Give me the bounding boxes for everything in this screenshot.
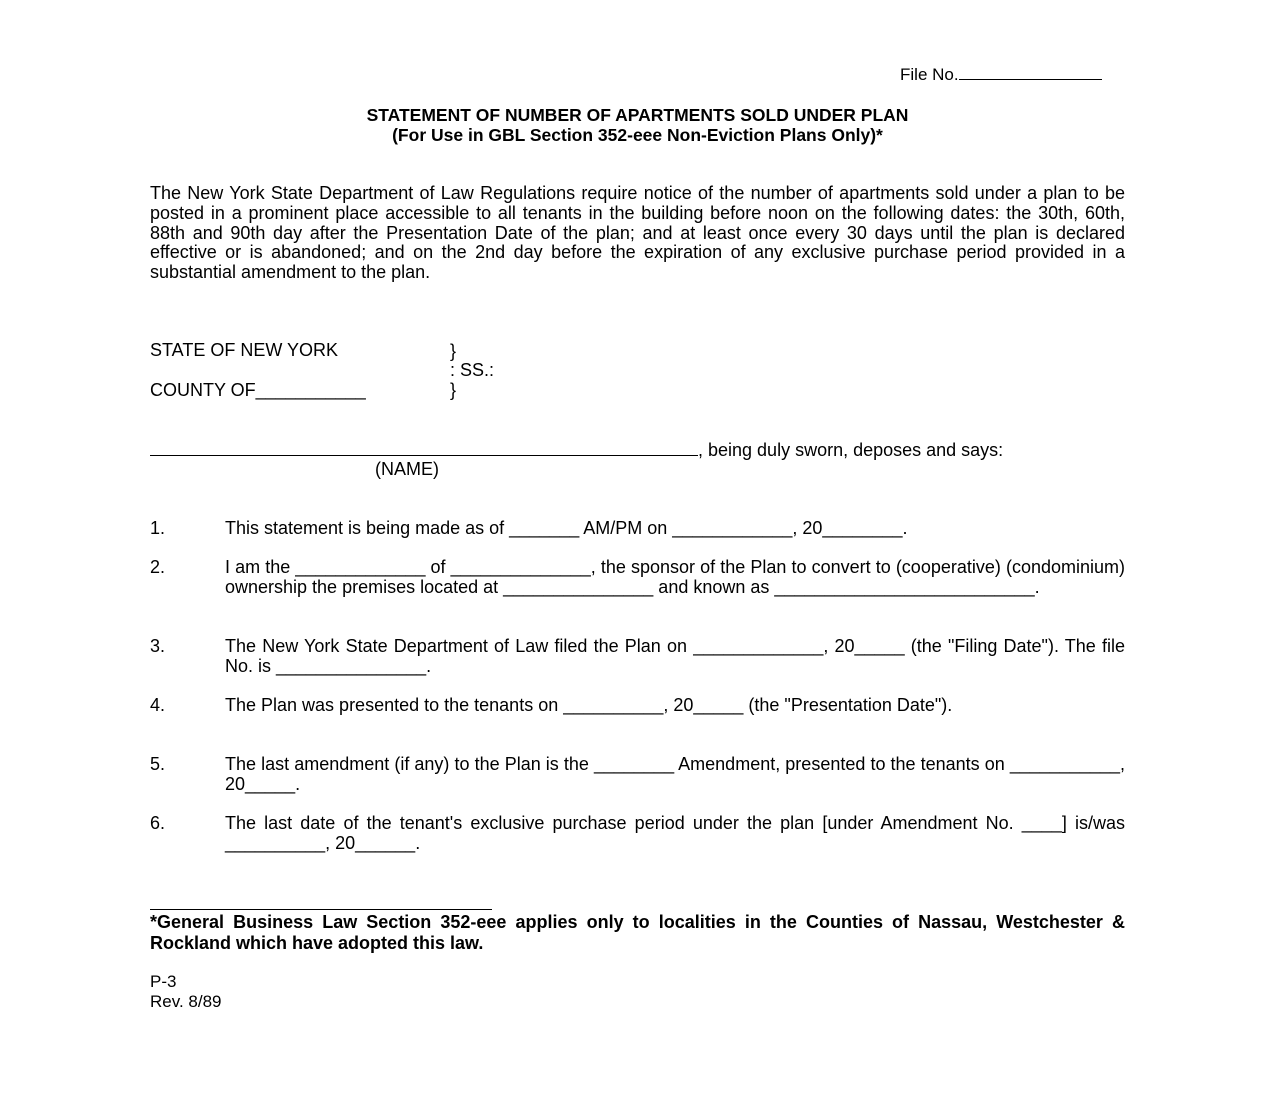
venue-state: STATE OF NEW YORK xyxy=(150,340,339,360)
item-number: 5. xyxy=(150,754,166,774)
intro-paragraph: The New York State Department of Law Regulations require notice of the number of apartments sold under a plan to be posted in a prominent place accessible to all tenants in the building before noon on the following dates: the 30th, 60th, 88th and 90th day after the Presentation Date of the plan; and at least once every 30 days until the plan is declared effective or is abandoned; and on the 2nd day before the expiration of any exclusive purchase period provided in a substantial amendment to the plan. xyxy=(150,183,1125,283)
item-number: 2. xyxy=(150,557,166,577)
item-text[interactable]: The New York State Department of Law filed the Plan on _____________, 20_____ (the "Filing Date"). The file No. is _______________. xyxy=(225,636,1125,676)
item-text[interactable]: I am the _____________ of ______________, the sponsor of the Plan to convert to (cooperative) (condominium) ownership the premises located at _______________ and known as __________________________. xyxy=(225,557,1125,597)
file-number-field xyxy=(900,64,1102,85)
footnote: *General Business Law Section 352-eee applies only to localities in the Counties of Nassau, Westchester & Rockland which have adopted this law. xyxy=(150,912,1125,953)
list-item xyxy=(150,558,1125,597)
venue-brace-top: } xyxy=(450,341,457,361)
item-number: 3. xyxy=(150,636,166,656)
name-label: (NAME) xyxy=(375,459,439,479)
item-number: 1. xyxy=(150,518,166,538)
list-item xyxy=(150,696,1125,716)
footnote-divider xyxy=(150,909,492,910)
list-item xyxy=(150,814,1125,853)
title-line-1: STATEMENT OF NUMBER OF APARTMENTS SOLD UNDER PLAN xyxy=(366,105,909,125)
list-item xyxy=(150,755,1125,794)
affiant-line xyxy=(150,440,1125,461)
item-text[interactable]: The last amendment (if any) to the Plan is the ________ Amendment, presented to the tenants on ___________, 20_____. xyxy=(225,754,1125,794)
item-number: 4. xyxy=(150,695,166,715)
revision-date: Rev. 8/89 xyxy=(150,992,222,1011)
item-text[interactable]: The Plan was presented to the tenants on __________, 20_____ (the "Presentation Date"). xyxy=(225,695,953,715)
item-number: 6. xyxy=(150,813,166,833)
item-text[interactable]: The last date of the tenant's exclusive purchase period under the plan [under Amendment No. ____] is/was __________, 20______. xyxy=(225,813,1125,853)
venue-ss: : SS.: xyxy=(450,360,495,380)
venue-county[interactable]: COUNTY OF___________ xyxy=(150,380,366,400)
list-item xyxy=(150,637,1125,676)
file-number-blank[interactable] xyxy=(959,64,1102,80)
venue-brace-bottom: } xyxy=(450,380,457,400)
title-line-2: (For Use in GBL Section 352-eee Non-Eviction Plans Only)* xyxy=(392,125,883,145)
document-title xyxy=(150,105,1125,145)
item-text[interactable]: This statement is being made as of _______ AM/PM on ____________, 20________. xyxy=(225,518,908,538)
name-blank[interactable] xyxy=(150,440,698,456)
sworn-text: , being duly sworn, deposes and says: xyxy=(698,440,1004,460)
list-item xyxy=(150,519,1125,539)
file-number-label: File No. xyxy=(900,65,959,84)
form-code: P-3 xyxy=(150,972,177,991)
